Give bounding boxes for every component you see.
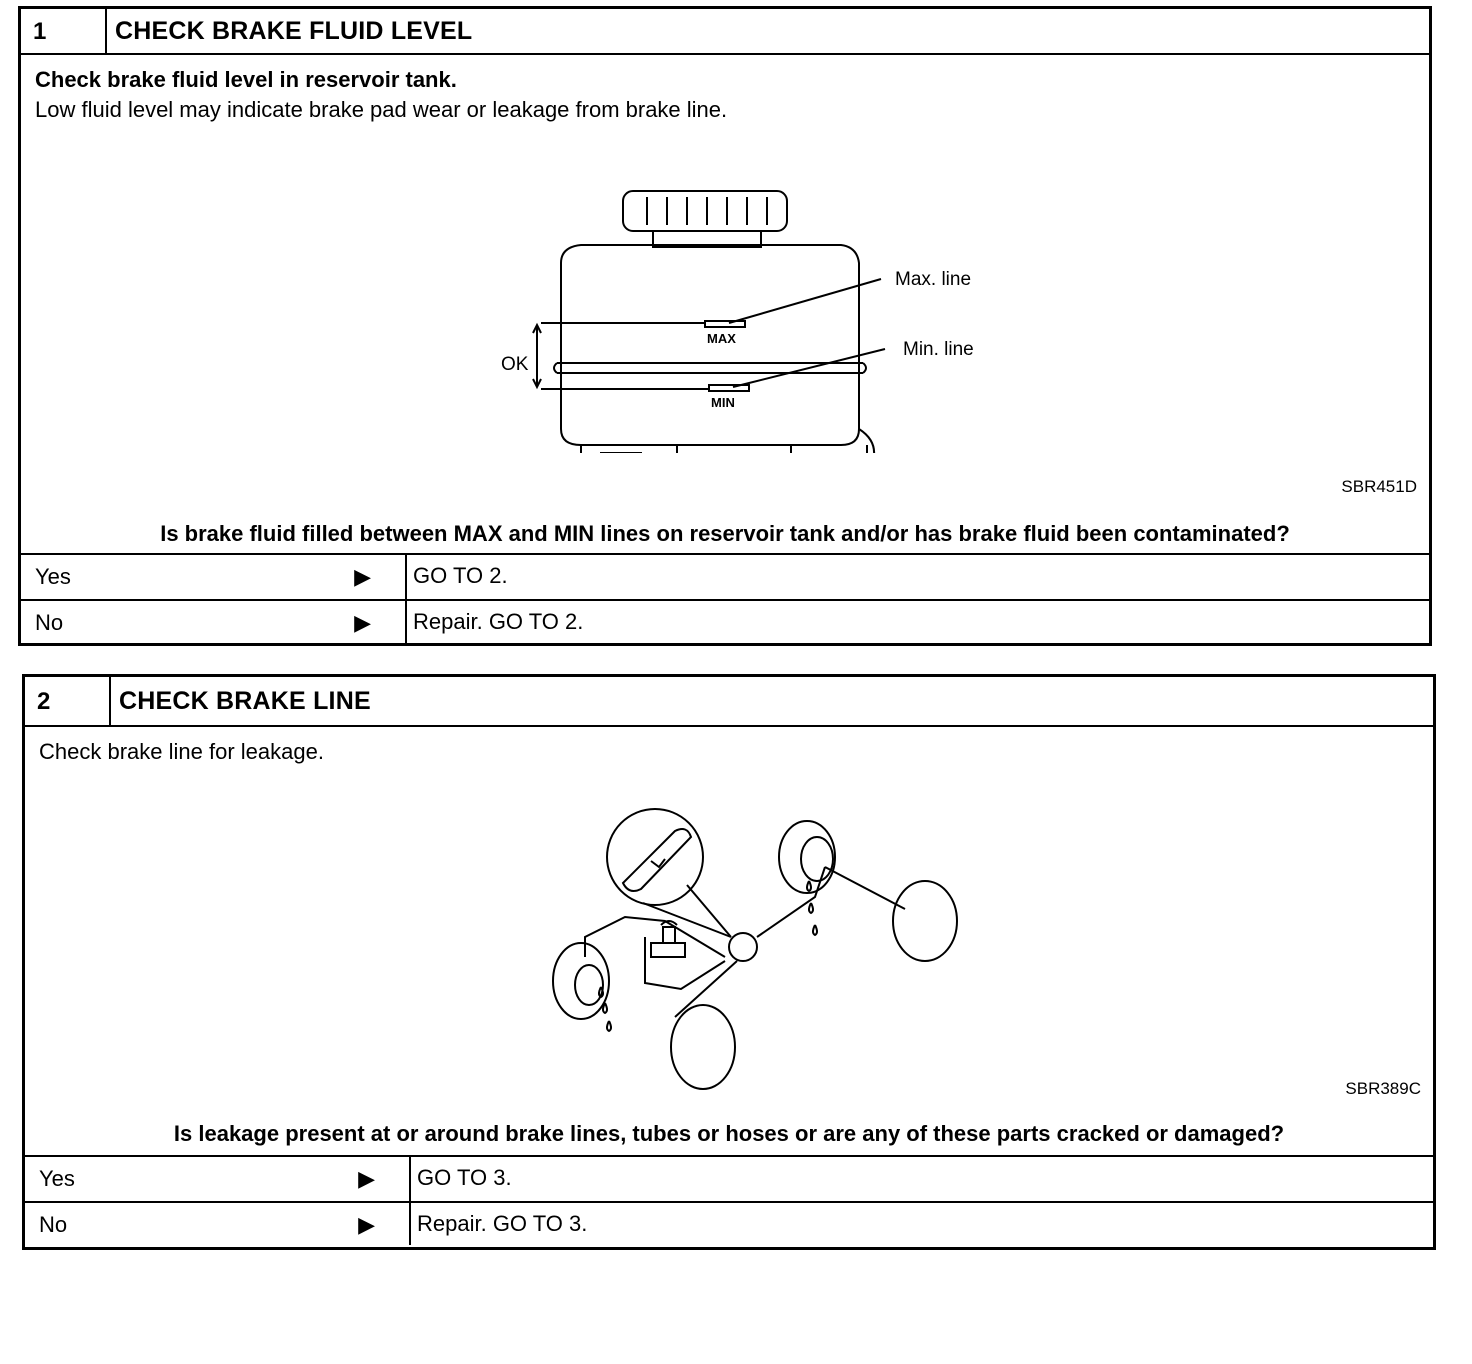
- step-1-body: [21, 55, 1429, 555]
- label-ok: OK: [501, 354, 529, 375]
- label-max-line: Max. line: [895, 269, 972, 290]
- answer-action: GO TO 3.: [417, 1165, 512, 1190]
- step-1-answer-no: [21, 599, 1429, 643]
- answer-label: Yes: [35, 564, 71, 589]
- answer-action: Repair. GO TO 3.: [417, 1211, 588, 1236]
- step-2-header: [25, 677, 1433, 727]
- label-max-mark: MAX: [707, 331, 736, 346]
- step-1-number: 1: [21, 9, 107, 53]
- step-2-number: 2: [25, 677, 111, 725]
- step-1-instruction: Low fluid level may indicate brake pad wear or leakage from brake line.: [35, 97, 728, 122]
- step-2-question: Is leakage present at or around brake lines, tubes or hoses or are any of these parts cracked or damaged?: [173, 1121, 1285, 1146]
- step-2-answer-no: [25, 1201, 1433, 1245]
- arrow-icon: ▶: [358, 1212, 375, 1237]
- answer-label: Yes: [39, 1166, 75, 1191]
- step-2-instruction: Check brake line for leakage.: [39, 739, 324, 764]
- magnified-tube-view: [607, 809, 703, 905]
- arrow-icon: ▶: [354, 564, 371, 589]
- answer-label: No: [35, 610, 64, 635]
- step-2-title: CHECK BRAKE LINE: [119, 687, 371, 715]
- label-min-line: Min. line: [903, 339, 974, 360]
- step-1-box: [18, 6, 1432, 646]
- step-1-figure-code: SBR451D: [1341, 477, 1417, 496]
- step-2-box: [22, 674, 1436, 1250]
- step-1-instruction-bold: Check brake fluid level in reservoir tank.: [35, 67, 457, 92]
- step-1-question: Is brake fluid filled between MAX and MIN lines on reservoir tank and/or has brake fluid been contaminated?: [160, 521, 1290, 546]
- reservoir-tank-figure: [461, 183, 1021, 453]
- step-2-answer-yes: [25, 1157, 1433, 1201]
- answer-action: GO TO 2.: [413, 563, 508, 588]
- step-1-title: CHECK BRAKE FLUID LEVEL: [115, 17, 473, 45]
- arrow-icon: ▶: [354, 610, 371, 635]
- step-1-answer-yes: [21, 555, 1429, 599]
- answer-label: No: [39, 1212, 68, 1237]
- label-min-mark: MIN: [711, 395, 735, 410]
- arrow-icon: ▶: [358, 1166, 375, 1191]
- step-1-header: [21, 9, 1429, 55]
- answer-action: Repair. GO TO 2.: [413, 609, 584, 634]
- step-2-body: [25, 727, 1433, 1157]
- brake-line-figure: [525, 797, 1005, 1107]
- step-2-figure-code: SBR389C: [1345, 1079, 1421, 1098]
